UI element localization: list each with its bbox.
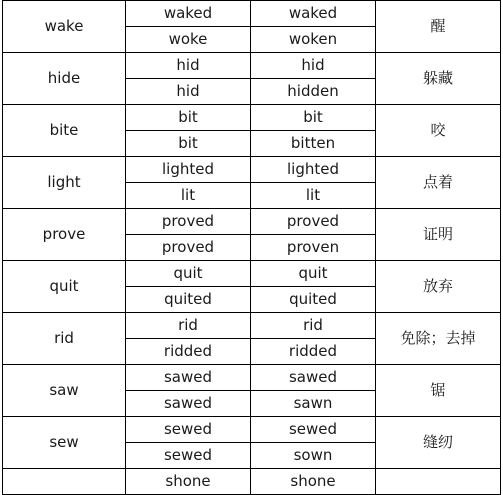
table-row — [3, 105, 501, 131]
table-row — [3, 417, 501, 443]
base-form-cell: rid — [3, 313, 126, 365]
base-form-cell: hide — [3, 53, 126, 105]
past-participle-cell: bit — [251, 105, 376, 131]
past-tense-cell: hid — [126, 53, 251, 79]
base-form-cell: wake — [3, 1, 126, 53]
past-tense-cell: shone — [126, 469, 251, 495]
table-row — [3, 261, 501, 287]
meaning-cell: 免除；去掉 — [376, 313, 501, 365]
past-participle-cell: hidden — [251, 79, 376, 105]
irregular-verbs-table — [2, 0, 501, 495]
past-participle-cell: quit — [251, 261, 376, 287]
meaning-cell: 醒 — [376, 1, 501, 53]
meaning-cell: 证明 — [376, 209, 501, 261]
past-participle-cell: lit — [251, 183, 376, 209]
past-tense-cell: proved — [126, 235, 251, 261]
past-tense-cell: sewed — [126, 417, 251, 443]
past-tense-cell: lighted — [126, 157, 251, 183]
past-tense-cell: sawed — [126, 391, 251, 417]
past-tense-cell: sawed — [126, 365, 251, 391]
meaning-cell: 躲藏 — [376, 53, 501, 105]
past-participle-cell: proven — [251, 235, 376, 261]
meaning-cell: 缝纫 — [376, 417, 501, 469]
base-form-cell: light — [3, 157, 126, 209]
base-form-cell: prove — [3, 209, 126, 261]
past-participle-cell: woken — [251, 27, 376, 53]
past-participle-cell: sawn — [251, 391, 376, 417]
past-tense-cell: ridded — [126, 339, 251, 365]
past-tense-cell: quit — [126, 261, 251, 287]
past-participle-cell: lighted — [251, 157, 376, 183]
table-row — [3, 313, 501, 339]
past-participle-cell: bitten — [251, 131, 376, 157]
past-tense-cell: hid — [126, 79, 251, 105]
past-participle-cell: waked — [251, 1, 376, 27]
past-participle-cell: proved — [251, 209, 376, 235]
past-participle-cell: sewed — [251, 417, 376, 443]
meaning-cell: 点着 — [376, 157, 501, 209]
past-tense-cell: waked — [126, 1, 251, 27]
table-row — [3, 53, 501, 79]
table-row — [3, 365, 501, 391]
past-participle-cell: shone — [251, 469, 376, 495]
meaning-cell: 放弃 — [376, 261, 501, 313]
past-tense-cell: woke — [126, 27, 251, 53]
past-participle-cell: hid — [251, 53, 376, 79]
past-tense-cell: rid — [126, 313, 251, 339]
past-participle-cell: ridded — [251, 339, 376, 365]
table-row — [3, 1, 501, 27]
table-row — [3, 209, 501, 235]
base-form-cell: quit — [3, 261, 126, 313]
past-tense-cell: proved — [126, 209, 251, 235]
meaning-cell: 咬 — [376, 105, 501, 157]
verbs-table-body — [3, 1, 501, 495]
past-tense-cell: sewed — [126, 443, 251, 469]
past-tense-cell: lit — [126, 183, 251, 209]
past-participle-cell: sown — [251, 443, 376, 469]
base-form-cell: saw — [3, 365, 126, 417]
past-tense-cell: quited — [126, 287, 251, 313]
meaning-cell: 锯 — [376, 365, 501, 417]
past-tense-cell: bit — [126, 105, 251, 131]
base-form-cell: sew — [3, 417, 126, 469]
past-participle-cell: quited — [251, 287, 376, 313]
past-tense-cell: bit — [126, 131, 251, 157]
past-participle-cell: rid — [251, 313, 376, 339]
base-form-cell: bite — [3, 105, 126, 157]
table-row — [3, 157, 501, 183]
past-participle-cell: sawed — [251, 365, 376, 391]
